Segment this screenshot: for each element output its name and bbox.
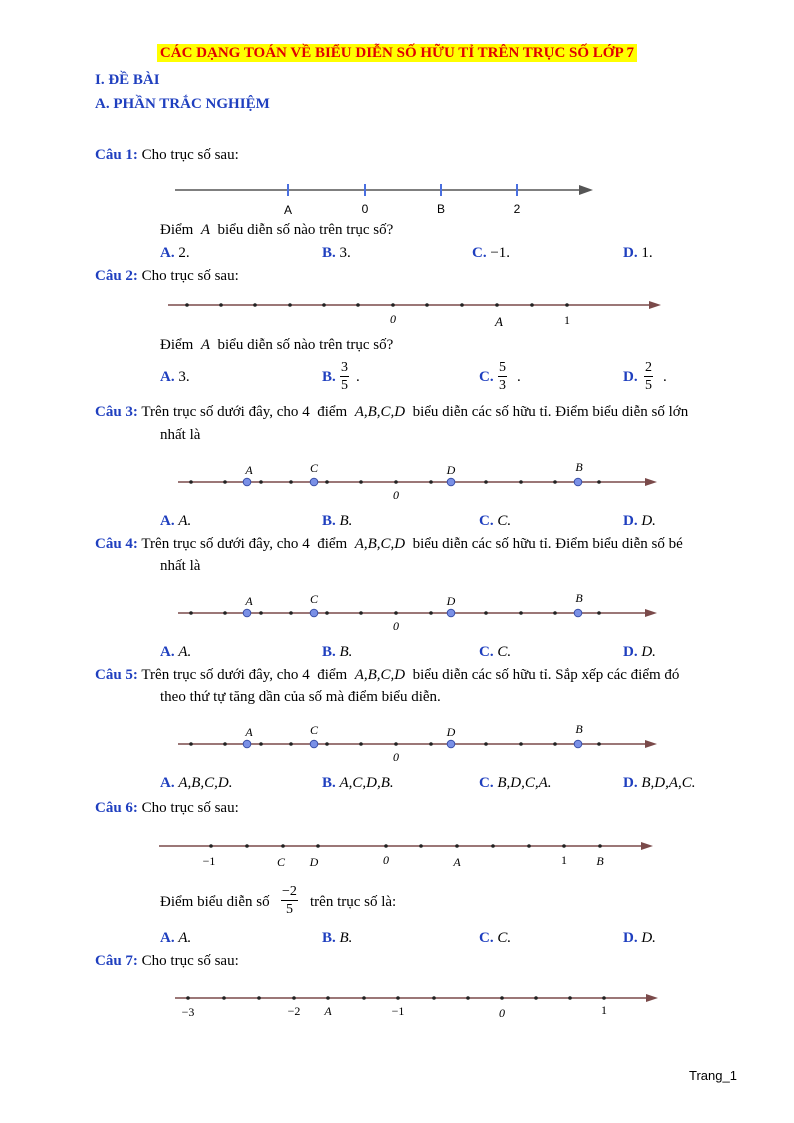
fraction-5-3: $\frac{5}{3}$ bbox=[499, 360, 506, 393]
point-C bbox=[310, 740, 318, 748]
point-A bbox=[243, 478, 251, 486]
number-line-q1 bbox=[170, 180, 600, 220]
question-2 bbox=[95, 268, 239, 285]
question-label: Câu 2: bbox=[95, 268, 138, 284]
axis-arrow bbox=[646, 994, 658, 1002]
fraction-3-5: $\frac{3}{5}$ bbox=[341, 360, 348, 393]
fraction-minus-2-5: $\frac{-2}{5}$ bbox=[282, 884, 297, 917]
tick-label: 0 bbox=[393, 619, 399, 633]
tick-label: C bbox=[276, 855, 286, 869]
option-d[interactable]: D. D. bbox=[623, 930, 656, 946]
option-b[interactable]: B. B. bbox=[322, 930, 353, 946]
option-c[interactable]: C. −1. bbox=[472, 245, 511, 261]
point-D bbox=[447, 609, 455, 617]
tick-label: 1 bbox=[561, 853, 567, 867]
axis-arrow bbox=[641, 842, 653, 850]
question-label: Câu 4: bbox=[95, 536, 138, 552]
option-punct: . bbox=[517, 369, 521, 385]
question-6-prompt: Điểm biểu diễn số bbox=[160, 894, 270, 910]
axis-arrow bbox=[645, 740, 657, 748]
tick-label: A bbox=[453, 855, 461, 869]
point-label: C bbox=[309, 723, 319, 737]
point-label: D bbox=[446, 594, 456, 608]
tick-label: 1 bbox=[564, 313, 570, 327]
tick-label: −1 bbox=[202, 854, 216, 868]
point-label: A bbox=[245, 594, 253, 608]
fraction-2-5: $\frac{2}{5}$ bbox=[645, 360, 652, 393]
option-a[interactable]: A. A,B,C,D. bbox=[160, 775, 233, 791]
option-c[interactable]: C. bbox=[479, 369, 494, 385]
tick-label: −2 bbox=[287, 1004, 301, 1018]
question-label: Câu 6: bbox=[95, 800, 138, 816]
question-2-prompt: Điểm A biểu diễn số nào trên trục số? bbox=[160, 337, 394, 353]
question-text: Cho trục số sau: bbox=[141, 953, 239, 969]
option-b[interactable]: B. 3. bbox=[322, 245, 351, 261]
question-1-prompt: Điểm A biểu diễn số nào trên trục số? bbox=[160, 222, 394, 238]
number-line-q5 bbox=[175, 720, 660, 768]
tick-label: B bbox=[596, 854, 604, 868]
point-B bbox=[574, 609, 582, 617]
question-1 bbox=[95, 147, 239, 164]
point-label: B bbox=[575, 460, 583, 474]
option-d[interactable]: D. D. bbox=[623, 513, 656, 529]
tick-label: 0 bbox=[393, 488, 399, 502]
option-d[interactable]: D. 1. bbox=[623, 245, 653, 261]
tick-label: A bbox=[283, 203, 293, 217]
axis-arrow bbox=[645, 478, 657, 486]
option-punct: . bbox=[356, 369, 360, 385]
point-label: B bbox=[575, 591, 583, 605]
tick-label: 2 bbox=[513, 202, 521, 216]
point-A bbox=[243, 740, 251, 748]
question-3-line2: nhất là bbox=[160, 427, 201, 443]
tick-label: A bbox=[324, 1004, 332, 1018]
axis-arrow bbox=[579, 185, 593, 195]
point-C bbox=[310, 609, 318, 617]
point-D bbox=[447, 478, 455, 486]
question-4-line2: nhất là bbox=[160, 558, 201, 574]
point-label: A bbox=[245, 725, 253, 739]
point-A bbox=[243, 609, 251, 617]
number-line-q4 bbox=[175, 589, 660, 637]
number-line-q2 bbox=[165, 295, 665, 333]
number-line-q7 bbox=[172, 988, 662, 1026]
axis-arrow bbox=[645, 609, 657, 617]
option-punct: . bbox=[663, 369, 667, 385]
option-c[interactable]: C. C. bbox=[479, 930, 512, 946]
tick-label: 1 bbox=[601, 1003, 607, 1017]
option-c[interactable]: C. C. bbox=[479, 644, 512, 660]
option-c[interactable]: C. B,D,C,A. bbox=[479, 775, 552, 791]
point-B bbox=[574, 478, 582, 486]
question-4: Câu 4: Trên trục số dưới đây, cho 4 điểm A,B,C,D biểu diễn các số hữu tỉ. Điểm biểu diễn số bé bbox=[95, 536, 683, 552]
tick-label: 0 bbox=[393, 750, 399, 764]
option-a[interactable]: A. A. bbox=[160, 930, 192, 946]
tick-label: −1 bbox=[391, 1004, 405, 1018]
question-5: Câu 5: Trên trục số dưới đây, cho 4 điểm A,B,C,D biểu diễn các số hữu tỉ. Sắp xếp các điểm đó bbox=[95, 667, 680, 683]
tick-label: 0 bbox=[383, 853, 389, 867]
question-label: Câu 3: bbox=[95, 404, 138, 420]
section-heading-de-bai: I. ĐỀ BÀI bbox=[95, 72, 160, 88]
question-text: Cho trục số sau: bbox=[141, 800, 239, 816]
option-b[interactable]: B. B. bbox=[322, 644, 353, 660]
option-d[interactable]: D. D. bbox=[623, 644, 656, 660]
point-label: C bbox=[309, 461, 319, 475]
option-a[interactable]: A. A. bbox=[160, 644, 192, 660]
tick-label: 0 bbox=[499, 1006, 505, 1020]
page-number: Trang_1 bbox=[689, 1068, 737, 1083]
section-heading-trac-nghiem: A. PHẦN TRẮC NGHIỆM bbox=[95, 96, 270, 112]
point-B bbox=[574, 740, 582, 748]
question-label: Câu 1: bbox=[95, 147, 138, 163]
option-c[interactable]: C. C. bbox=[479, 513, 512, 529]
tick-label: −3 bbox=[181, 1005, 195, 1019]
option-a[interactable]: A. A. bbox=[160, 513, 192, 529]
question-text: Cho trục số sau: bbox=[141, 268, 239, 284]
question-text: Cho trục số sau: bbox=[141, 147, 239, 163]
question-6 bbox=[95, 800, 239, 817]
question-7 bbox=[95, 953, 239, 970]
question-6-prompt-tail: trên trục số là: bbox=[310, 894, 397, 910]
point-label: D bbox=[446, 725, 456, 739]
number-line-q3 bbox=[175, 458, 660, 506]
tick-label: D bbox=[309, 855, 319, 869]
option-b[interactable]: B. bbox=[322, 369, 336, 385]
document-title: CÁC DẠNG TOÁN VỀ BIỂU DIỄN SỐ HỮU TỈ TRÊN TRỤC SỐ LỚP 7 bbox=[0, 45, 794, 62]
option-d[interactable]: D. B,D,A,C. bbox=[623, 775, 696, 791]
tick-label: A bbox=[495, 314, 503, 329]
option-b[interactable]: B. B. bbox=[322, 513, 353, 529]
point-label: C bbox=[309, 592, 319, 606]
tick-label: 0 bbox=[390, 312, 396, 326]
tick-label: B bbox=[436, 202, 446, 216]
question-label: Câu 7: bbox=[95, 953, 138, 969]
option-d[interactable]: D. bbox=[623, 369, 638, 385]
option-a[interactable]: A. 3. bbox=[160, 369, 190, 385]
point-label: D bbox=[446, 463, 456, 477]
axis-arrow bbox=[649, 301, 661, 309]
point-label: B bbox=[575, 722, 583, 736]
point-C bbox=[310, 478, 318, 486]
number-line-q6 bbox=[157, 836, 657, 874]
point-D bbox=[447, 740, 455, 748]
tick-label: 0 bbox=[361, 202, 369, 216]
point-label: A bbox=[245, 463, 253, 477]
question-3: Câu 3: Trên trục số dưới đây, cho 4 điểm A,B,C,D biểu diễn các số hữu tỉ. Điểm biểu diễn số lớn bbox=[95, 404, 689, 420]
question-label: Câu 5: bbox=[95, 667, 138, 683]
option-b[interactable]: B. A,C,D,B. bbox=[322, 775, 394, 791]
question-5-line2: theo thứ tự tăng dần của số mà điểm biểu diễn. bbox=[160, 689, 441, 705]
option-a[interactable]: A. 2. bbox=[160, 245, 190, 261]
